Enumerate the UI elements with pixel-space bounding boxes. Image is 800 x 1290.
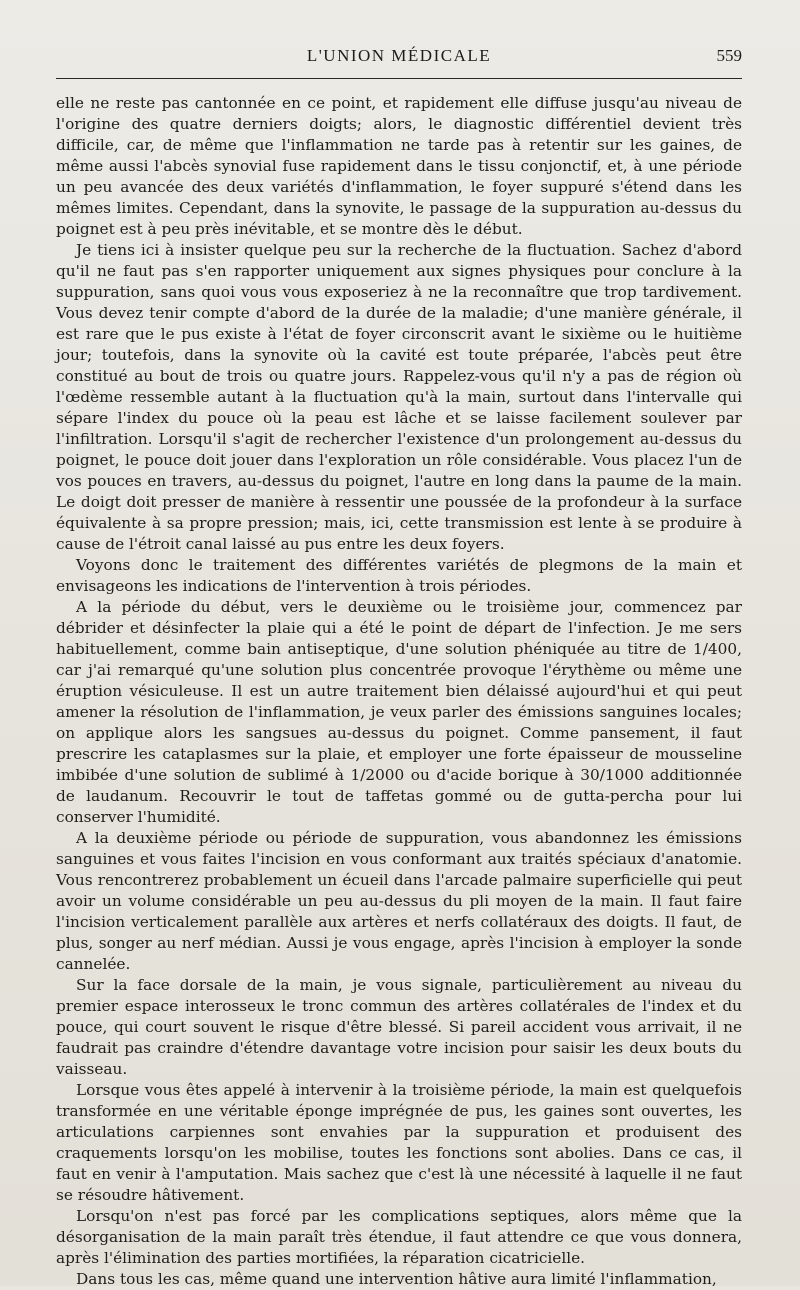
paragraph: A la période du début, vers le deuxième ou le troisième jour, commencez par débrider et désinfecter la plaie qui a été le point de départ de l'infection. Je me sers habituellement, comme bain antiseptique, d'une solution phéniquée au titre de 1/400, car j'ai remarqué qu'une solution plus concentrée provoque l'érythème ou même une éruption vésiculeuse. Il est un autre traitement bien délaissé aujourd'hui et qui peut amener la résolution de l'inflammation, je veux parler des émissions sanguines locales; on applique alors les sangsues au-dessus du poignet. Comme pansement, il faut prescrire les cataplasmes sur la plaie, et employer une forte épaisseur de mousseline imbibée d'une solution de sublimé à 1/2000 ou d'acide borique à 30/1000 additionnée de laudanum. Recouvrir le tout de taffetas gommé ou de gutta-percha pour lui conserver l'humidité. (56, 598, 742, 826)
paragraph: A la deuxième période ou période de suppuration, vous abandonnez les émissions sanguines et vous faites l'incision en vous conformant aux traités spéciaux d'anatomie. Vous rencontrerez probablement un écueil dans l'arcade palmaire superficielle qui peut avoir un volume considérable un peu au-dessus du pli moyen de la main. Il faut faire l'incision verticalement parallèle aux artères et nerfs collatéraux des doigts. Il faut, de plus, songer au nerf médian. Aussi je vous engage, après l'incision à employer la sonde cannelée. (56, 829, 742, 973)
page-header (56, 44, 742, 79)
running-head: L'UNION MÉDICALE (306, 46, 492, 65)
paragraph: Je tiens ici à insister quelque peu sur la recherche de la fluctuation. Sachez d'abord qu'il ne faut pas s'en rapporter uniquement aux signes physiques pour conclure à la suppuration, sans quoi vous vous exposeriez à ne la reconnaître que trop tardivement. Vous devez tenir compte d'abord de la durée de la maladie; d'une manière générale, il est rare que le pus existe à l'état de foyer circonscrit avant le sixième ou le huitième jour; toutefois, dans la synovite où la cavité est toute préparée, l'abcès peut être constitué au bout de trois ou quatre jours. Rappelez-vous qu'il n'y a pas de région où l'œdème ressemble autant à la fluctuation qu'à la main, surtout dans l'intervalle qui sépare l'index du pouce où la peau est lâche et se laisse facilement soulever par l'infiltration. Lorsqu'il s'agit de rechercher l'existence d'un prolongement au-dessus du poignet, le pouce doit jouer dans l'exploration un rôle considérable. Vous placez l'un de vos pouces en travers, au-dessus du poignet, l'autre en long dans la paume de la main. Le doigt doit presser de manière à ressentir une poussée de la profondeur à la surface équivalente à sa propre pression; mais, ici, cette transmission est lente à se produire à cause de l'étroit canal laissé au pus entre les deux foyers. (56, 241, 742, 553)
article-body (56, 93, 742, 1290)
paragraph: Lorsqu'on n'est pas forcé par les complications septiques, alors même que la désorganisation de la main paraît très étendue, il faut attendre ce que vous donnera, après l'élimination des parties mortifiées, la réparation cicatricielle. (56, 1207, 742, 1267)
paragraph: Voyons donc le traitement des différentes variétés de plegmons de la main et envisageons les indications de l'intervention à trois périodes. (56, 556, 742, 595)
paragraph: Lorsque vous êtes appelé à intervenir à la troisième période, la main est quelquefois transformée en une véritable éponge imprégnée de pus, les gaines sont ouvertes, les articulations carpiennes sont envahies par la suppuration et produisent des craquements lorsqu'on les mobilise, toutes les fonctions sont abolies. Dans ce cas, il faut en venir à l'amputation. Mais sachez que c'est là une nécessité à laquelle il ne faut se résoudre hâtivement. (56, 1081, 742, 1204)
paragraph: Sur la face dorsale de la main, je vous signale, particulièrement au niveau du premier espace interosseux le tronc commun des artères collatérales de l'index et du pouce, qui court souvent le risque d'être blessé. Si pareil accident vous arrivait, il ne faudrait pas craindre d'étendre davantage votre incision pour saisir les deux bouts du vaisseau. (56, 976, 742, 1078)
paragraph: Dans tous les cas, même quand une intervention hâtive aura limité l'inflammation, (76, 1270, 717, 1288)
page-number: 559 (716, 46, 742, 65)
paragraph: elle ne reste pas cantonnée en ce point, et rapidement elle diffuse jusqu'au niveau de l'origine des quatre derniers doigts; alors, le diagnostic différentiel devient très difficile, car, de même que l'inflammation ne tarde pas à retentir sur les gaines, de même aussi l'abcès synovial fuse rapidement dans le tissu conjonctif, et, à une période un peu avancée des deux variétés d'inflammation, le foyer suppuré s'étend dans les mêmes limites. Cependant, dans la synovite, le passage de la suppuration au-dessus du poignet est à peu près inévitable, et se montre dès le début. (56, 94, 742, 238)
